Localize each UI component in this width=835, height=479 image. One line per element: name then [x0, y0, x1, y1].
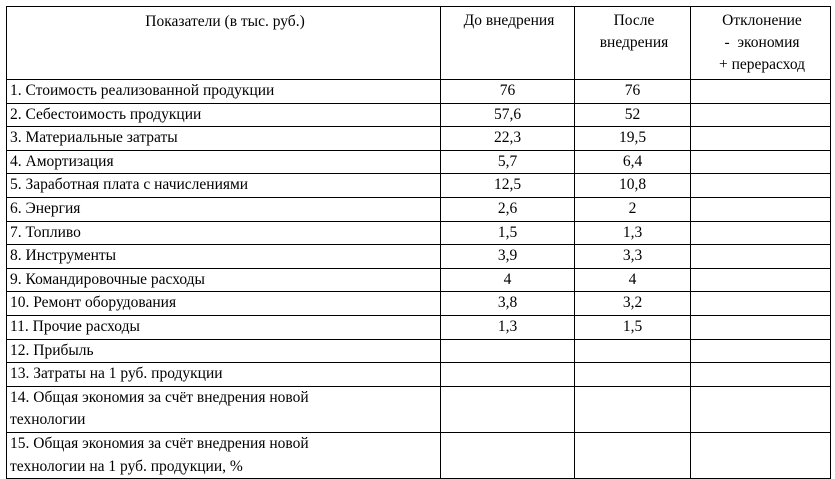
row-before: 1,3 [441, 315, 575, 339]
row-deviation [691, 386, 831, 432]
table-row [7, 103, 831, 127]
row-label: 11. Прочие расходы [7, 315, 441, 339]
row-after: 76 [575, 80, 691, 104]
row-before: 4 [441, 268, 575, 292]
table-row [7, 292, 831, 316]
table-row [7, 339, 831, 363]
header-deviation-line2: - экономия [724, 34, 800, 51]
table-row [7, 315, 831, 339]
row-before: 22,3 [441, 127, 575, 151]
row-deviation [691, 292, 831, 316]
row-label: 8. Инструменты [7, 245, 441, 269]
row-after: 19,5 [575, 127, 691, 151]
row-before: 1,5 [441, 221, 575, 245]
row-before [441, 339, 575, 363]
row-before [441, 432, 575, 478]
row-after: 52 [575, 103, 691, 127]
row-deviation [691, 127, 831, 151]
row-label: 10. Ремонт оборудования [7, 292, 441, 316]
table-row [7, 386, 831, 432]
row-label-line2: технологии [10, 411, 86, 429]
row-deviation [691, 432, 831, 478]
row-after: 3,2 [575, 292, 691, 316]
row-deviation [691, 221, 831, 245]
row-label: 7. Топливо [7, 221, 441, 245]
row-before: 3,8 [441, 292, 575, 316]
row-before: 3,9 [441, 245, 575, 269]
row-deviation [691, 174, 831, 198]
table-row [7, 221, 831, 245]
row-deviation [691, 103, 831, 127]
row-after [575, 363, 691, 387]
table-row [7, 197, 831, 221]
row-before: 57,6 [441, 103, 575, 127]
row-label: 12. Прибыль [7, 339, 441, 363]
row-before [441, 386, 575, 432]
row-label: 6. Энергия [7, 197, 441, 221]
table-row [7, 363, 831, 387]
header-after [575, 7, 691, 80]
row-before: 12,5 [441, 174, 575, 198]
row-after [575, 386, 691, 432]
row-label: 1. Стоимость реализованной продукции [7, 80, 441, 104]
row-after [575, 432, 691, 478]
row-after: 6,4 [575, 150, 691, 174]
row-label [7, 386, 441, 432]
row-before [441, 363, 575, 387]
table-row [7, 127, 831, 151]
row-after: 10,8 [575, 174, 691, 198]
row-label-line1: 14. Общая экономия за счёт внедрения новой [10, 388, 309, 406]
header-deviation-line1: Отклонение [722, 12, 802, 29]
row-after: 3,3 [575, 245, 691, 269]
row-label [7, 432, 441, 478]
row-label-line2: технологии на 1 руб. продукции, % [10, 457, 243, 475]
row-after: 4 [575, 268, 691, 292]
row-label: 5. Заработная плата с начислениями [7, 174, 441, 198]
row-before: 2,6 [441, 197, 575, 221]
table-row [7, 80, 831, 104]
header-deviation-line3: + перерасход [718, 56, 806, 73]
row-deviation [691, 315, 831, 339]
row-label-line1: 15. Общая экономия за счёт внедрения новой [10, 434, 309, 452]
row-before: 76 [441, 80, 575, 104]
row-label: 13. Затраты на 1 руб. продукции [7, 363, 441, 387]
row-after [575, 339, 691, 363]
header-after-line1: После [613, 12, 655, 29]
header-deviation [691, 7, 831, 80]
row-deviation [691, 197, 831, 221]
table-header-row [7, 7, 831, 80]
row-deviation [691, 363, 831, 387]
row-after: 2 [575, 197, 691, 221]
header-before: До внедрения [441, 7, 575, 80]
row-label: 2. Себестоимость продукции [7, 103, 441, 127]
table-row [7, 150, 831, 174]
row-deviation [691, 80, 831, 104]
table-row [7, 174, 831, 198]
indicators-table [6, 6, 831, 479]
row-deviation [691, 339, 831, 363]
row-deviation [691, 245, 831, 269]
table-row [7, 268, 831, 292]
row-label: 3. Материальные затраты [7, 127, 441, 151]
row-deviation [691, 268, 831, 292]
header-indicator: Показатели (в тыс. руб.) [7, 7, 441, 80]
header-after-line2: внедрения [599, 34, 669, 51]
row-before: 5,7 [441, 150, 575, 174]
row-label: 4. Амортизация [7, 150, 441, 174]
row-after: 1,3 [575, 221, 691, 245]
table-row [7, 432, 831, 478]
table-row [7, 245, 831, 269]
row-label: 9. Командировочные расходы [7, 268, 441, 292]
row-after: 1,5 [575, 315, 691, 339]
row-deviation [691, 150, 831, 174]
